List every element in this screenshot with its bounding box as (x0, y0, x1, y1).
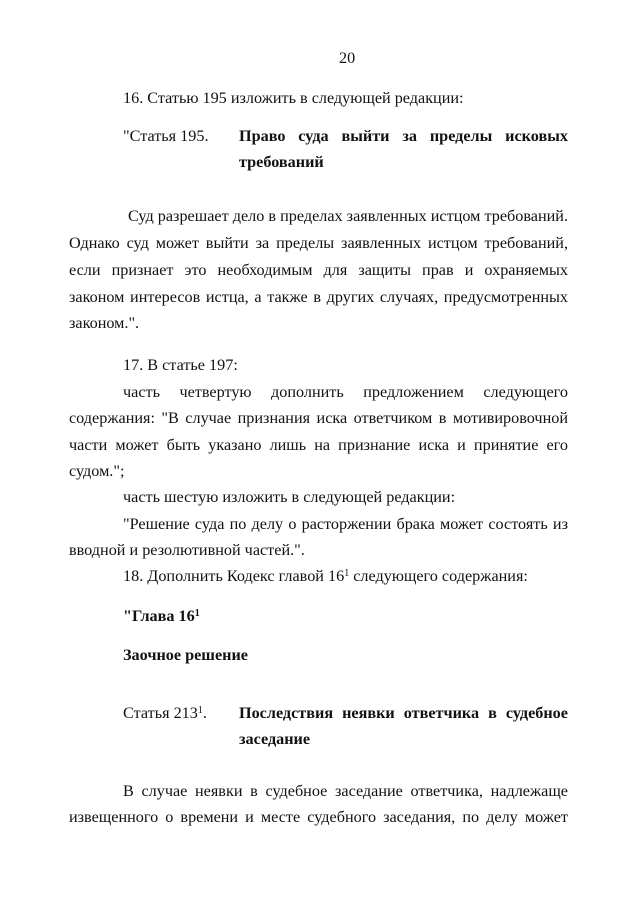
text-word: следующего (483, 383, 568, 401)
chapter-label-text: "Глава 16 (123, 607, 195, 625)
item-17-part4-line1 (123, 382, 568, 402)
item-17-part6-line: "Решение суда по делу о расторжении брака может состоять из (123, 515, 568, 533)
heading-word: исковых (505, 127, 568, 145)
item-18-body-line: извещенного о времени и месте судебного заседания, по делу может (69, 808, 568, 826)
item-16-body-line: если признает это необходимым для защиты прав и охраняемых (69, 261, 568, 279)
heading-word: судебное (505, 704, 568, 722)
article-label-text: Статья 213 (123, 704, 198, 722)
superscript: 1 (197, 705, 203, 716)
page-number: 20 (339, 49, 356, 67)
article-213-heading-line2: заседание (239, 730, 311, 748)
item-18-body-line: В случае неявки в судебное заседание ответчика, надлежаще (123, 782, 568, 800)
heading-word: суда (298, 127, 329, 145)
text-word: предложением (363, 383, 464, 401)
article-195-heading-line1 (239, 126, 568, 146)
heading-word: Право (239, 127, 286, 145)
superscript: 1 (194, 608, 200, 619)
item-16-body-line: Суд разрешает дело в пределах заявленных истцом требований. (128, 207, 568, 225)
item-17-part4-line: части может быть указано лишь на признание иска и принятие его (69, 436, 568, 454)
superscript: 1 (344, 568, 350, 579)
heading-word: неявки (342, 704, 395, 722)
chapter-label (123, 606, 200, 626)
item-16-body-line: законом.". (69, 314, 140, 332)
item-16-body-line: законом интересов истца, а также в других случаях, предусмотренных (69, 288, 568, 306)
item-17-part4-line: судом."; (69, 462, 125, 480)
item-18-intro (123, 566, 528, 586)
item-18-intro-text: 18. Дополнить Кодекс главой 16 (123, 567, 345, 585)
item-17-part6-line: вводной и резолютивной частей.". (69, 541, 305, 559)
article-label-dot: . (202, 704, 207, 722)
article-213-heading-line1 (239, 703, 568, 723)
item-17-intro: 17. В статье 197: (123, 356, 238, 374)
article-195-heading-line2: требований (239, 153, 324, 171)
text-word: дополнить (271, 383, 344, 401)
heading-word: ответчика (403, 704, 480, 722)
heading-word: в (488, 704, 497, 722)
heading-word: за (402, 127, 417, 145)
heading-word: Последствия (239, 704, 334, 722)
item-16-intro: 16. Статью 195 изложить в следующей редакции: (123, 89, 464, 107)
item-18-intro-text: следующего содержания: (349, 567, 528, 585)
text-word: часть (123, 383, 160, 401)
heading-word: выйти (341, 127, 390, 145)
article-195-label: "Статья 195. (123, 127, 209, 145)
text-word: четвертую (179, 383, 252, 401)
item-16-body-line: Однако суд может выйти за пределы заявленных истцом требований, (69, 234, 568, 252)
chapter-title: Заочное решение (123, 646, 248, 664)
item-17-part6-intro: часть шестую изложить в следующей редакции: (123, 488, 456, 506)
article-213-label (123, 703, 207, 723)
heading-word: пределы (429, 127, 493, 145)
item-17-part4-line: содержания: "В случае признания иска ответчиком в мотивировочной (69, 409, 568, 427)
